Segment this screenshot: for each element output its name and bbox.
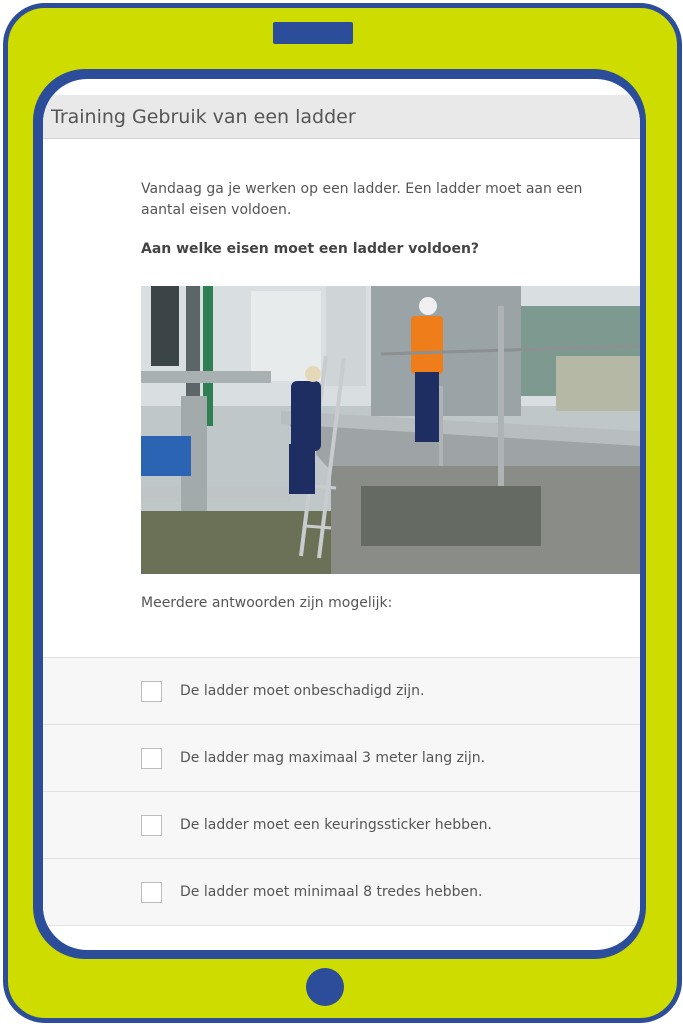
checkbox[interactable] bbox=[141, 882, 162, 903]
intro-text: Vandaag ga je werken op een ladder. Een ladder moet aan een aantal eisen voldoen. bbox=[141, 181, 583, 218]
answer-options bbox=[43, 657, 640, 926]
answer-option-2[interactable] bbox=[43, 725, 640, 792]
question-text: Aan welke eisen moet een ladder voldoen? bbox=[141, 241, 480, 257]
answer-option-4[interactable] bbox=[43, 859, 640, 926]
answer-label: De ladder moet een keuringssticker hebben. bbox=[180, 817, 492, 833]
answer-option-1[interactable] bbox=[43, 658, 640, 725]
home-button[interactable] bbox=[306, 968, 344, 1006]
page-title: Training Gebruik van een ladder bbox=[51, 105, 356, 128]
question-content bbox=[141, 179, 640, 257]
title-bar bbox=[43, 95, 640, 139]
multiple-answers-hint: Meerdere antwoorden zijn mogelijk: bbox=[141, 595, 393, 611]
checkbox[interactable] bbox=[141, 748, 162, 769]
answer-label: De ladder moet minimaal 8 tredes hebben. bbox=[180, 884, 483, 900]
answer-label: De ladder moet onbeschadigd zijn. bbox=[180, 683, 425, 699]
answer-option-3[interactable] bbox=[43, 792, 640, 859]
checkbox[interactable] bbox=[141, 815, 162, 836]
ladder-photo bbox=[141, 286, 640, 574]
answer-label: De ladder mag maximaal 3 meter lang zijn. bbox=[180, 750, 486, 766]
checkbox[interactable] bbox=[141, 681, 162, 702]
screen bbox=[43, 79, 640, 950]
tablet-speaker bbox=[273, 22, 353, 44]
